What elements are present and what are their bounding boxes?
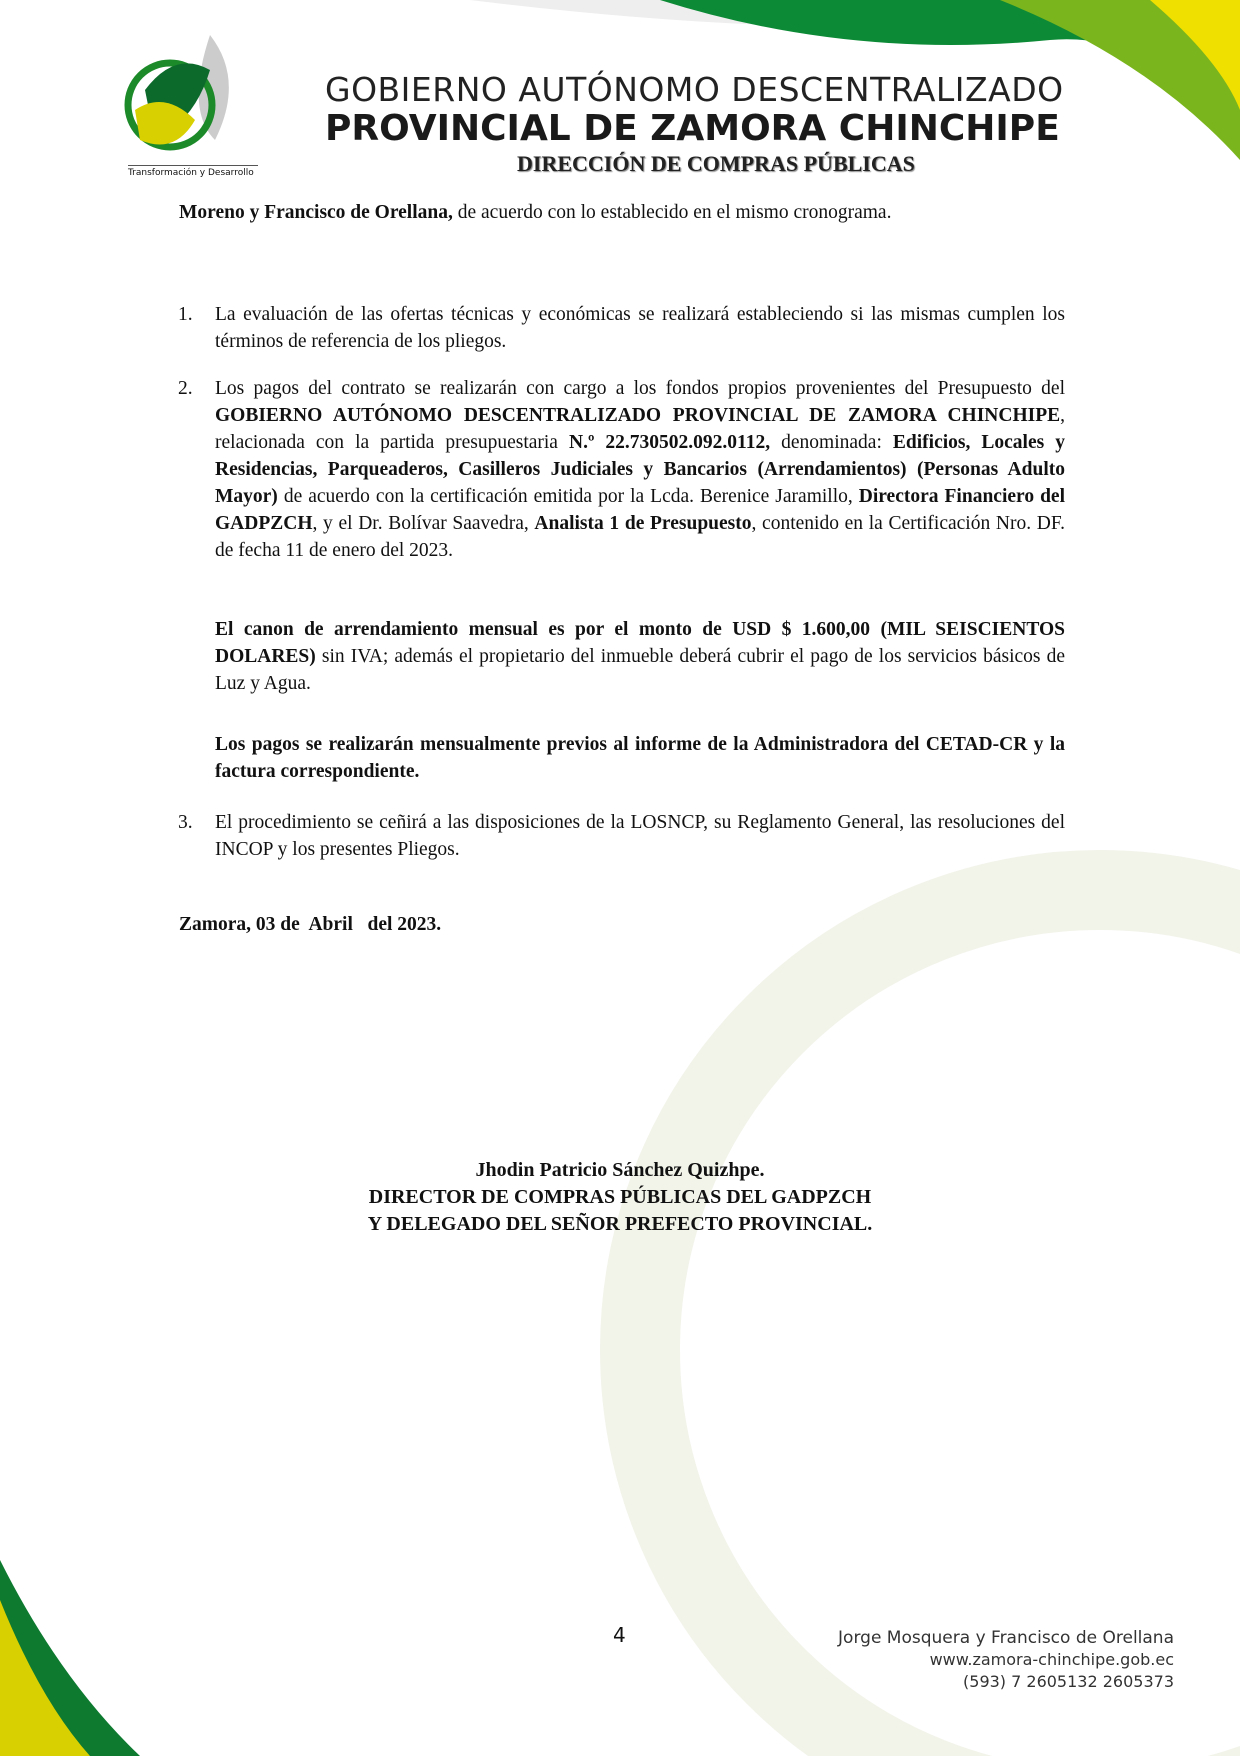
item-text: El procedimiento se ceñirá a las disposiciones de la LOSNCP, su Reglamento General, las resoluciones del INCOP y los presentes Pliegos. xyxy=(215,812,1065,860)
text-run: Los pagos del contrato se realizarán con cargo a los fondos propios provenientes del Presupuesto del xyxy=(215,378,1065,399)
text-run-bold: Analista 1 de Presupuesto xyxy=(534,513,752,534)
date-line xyxy=(179,911,1029,938)
signature-block xyxy=(320,1157,920,1238)
list-item-1 xyxy=(178,301,1065,355)
item-number: 1. xyxy=(178,304,193,325)
text-run-bold: N.º 22.730502.092.0112, xyxy=(569,432,771,453)
payments-paragraph xyxy=(215,731,1065,785)
page-number: 4 xyxy=(613,1623,626,1647)
canon-text: sin IVA; además el propietario del inmueble deberá cubrir el pago de los servicios básicos de Luz y Agua. xyxy=(215,646,1065,694)
item-number: 3. xyxy=(178,812,193,833)
intro-bold: Moreno y Francisco de Orellana, xyxy=(179,202,453,223)
logo xyxy=(115,30,245,160)
date-text: Zamora, 03 de Abril del 2023. xyxy=(179,914,442,935)
header-line1: GOBIERNO AUTÓNOMO DESCENTRALIZADO xyxy=(325,70,1064,109)
text-run: , relacionada con la partida presupuestaria xyxy=(215,405,1065,453)
intro-text: de acuerdo con lo establecido en el mismo cronograma. xyxy=(452,202,892,223)
text-run: de acuerdo con la certificación emitida por la Lcda. Berenice Jaramillo, xyxy=(277,486,859,507)
header-line2: PROVINCIAL DE ZAMORA CHINCHIPE xyxy=(325,108,1060,149)
footer-phone: (593) 7 2605132 2605373 xyxy=(963,1672,1174,1691)
header-department: DIRECCIÓN DE COMPRAS PÚBLICAS xyxy=(517,151,915,176)
list-item-2 xyxy=(178,375,1066,564)
item-number: 2. xyxy=(178,378,193,399)
signer-title-1: DIRECTOR DE COMPRAS PÚBLICAS DEL GADPZCH xyxy=(368,1186,872,1208)
signer-title-2: Y DELEGADO DEL SEÑOR PREFECTO PROVINCIAL. xyxy=(367,1213,873,1235)
list-item-3 xyxy=(178,809,1065,863)
text-run-bold: GOBIERNO AUTÓNOMO DESCENTRALIZADO PROVINCIAL DE ZAMORA CHINCHIPE xyxy=(215,405,1061,426)
text-run-bold: Directora Financiero del GADPZCH xyxy=(215,486,1065,534)
intro-paragraph xyxy=(179,199,999,226)
canon-paragraph xyxy=(215,616,1065,697)
payments-text: Los pagos se realizarán mensualmente previos al informe de la Administradora del CETAD-CR y la factura correspondiente. xyxy=(215,734,1065,782)
logo-caption: Transformación y Desarrollo xyxy=(128,165,258,178)
signer-name: Jhodin Patricio Sánchez Quizhpe. xyxy=(475,1159,765,1181)
footer-address: Jorge Mosquera y Francisco de Orellana xyxy=(838,1628,1174,1648)
item-text: La evaluación de las ofertas técnicas y económicas se realizará estableciendo si las mismas cumplen los términos de referencia de los pliegos. xyxy=(215,304,1065,352)
text-run: , contenido en la Certificación Nro. DF. de fecha 11 de enero del 2023. xyxy=(215,513,1066,561)
text-run: , y el Dr. Bolívar Saavedra, xyxy=(312,513,535,534)
canon-bold: El canon de arrendamiento mensual es por el monto de USD $ 1.600,00 (MIL SEISCIENTOS DOLARES) xyxy=(215,619,1065,667)
footer-contact xyxy=(838,1627,1174,1693)
text-run: denominada: xyxy=(770,432,893,453)
text-run-bold: Edificios, Locales y Residencias, Parqueaderos, Casilleros Judiciales y Bancarios (Arrendamientos) (Personas Adulto Mayor) xyxy=(215,432,1065,507)
footer-website[interactable]: www.zamora-chinchipe.gob.ec xyxy=(929,1650,1174,1669)
